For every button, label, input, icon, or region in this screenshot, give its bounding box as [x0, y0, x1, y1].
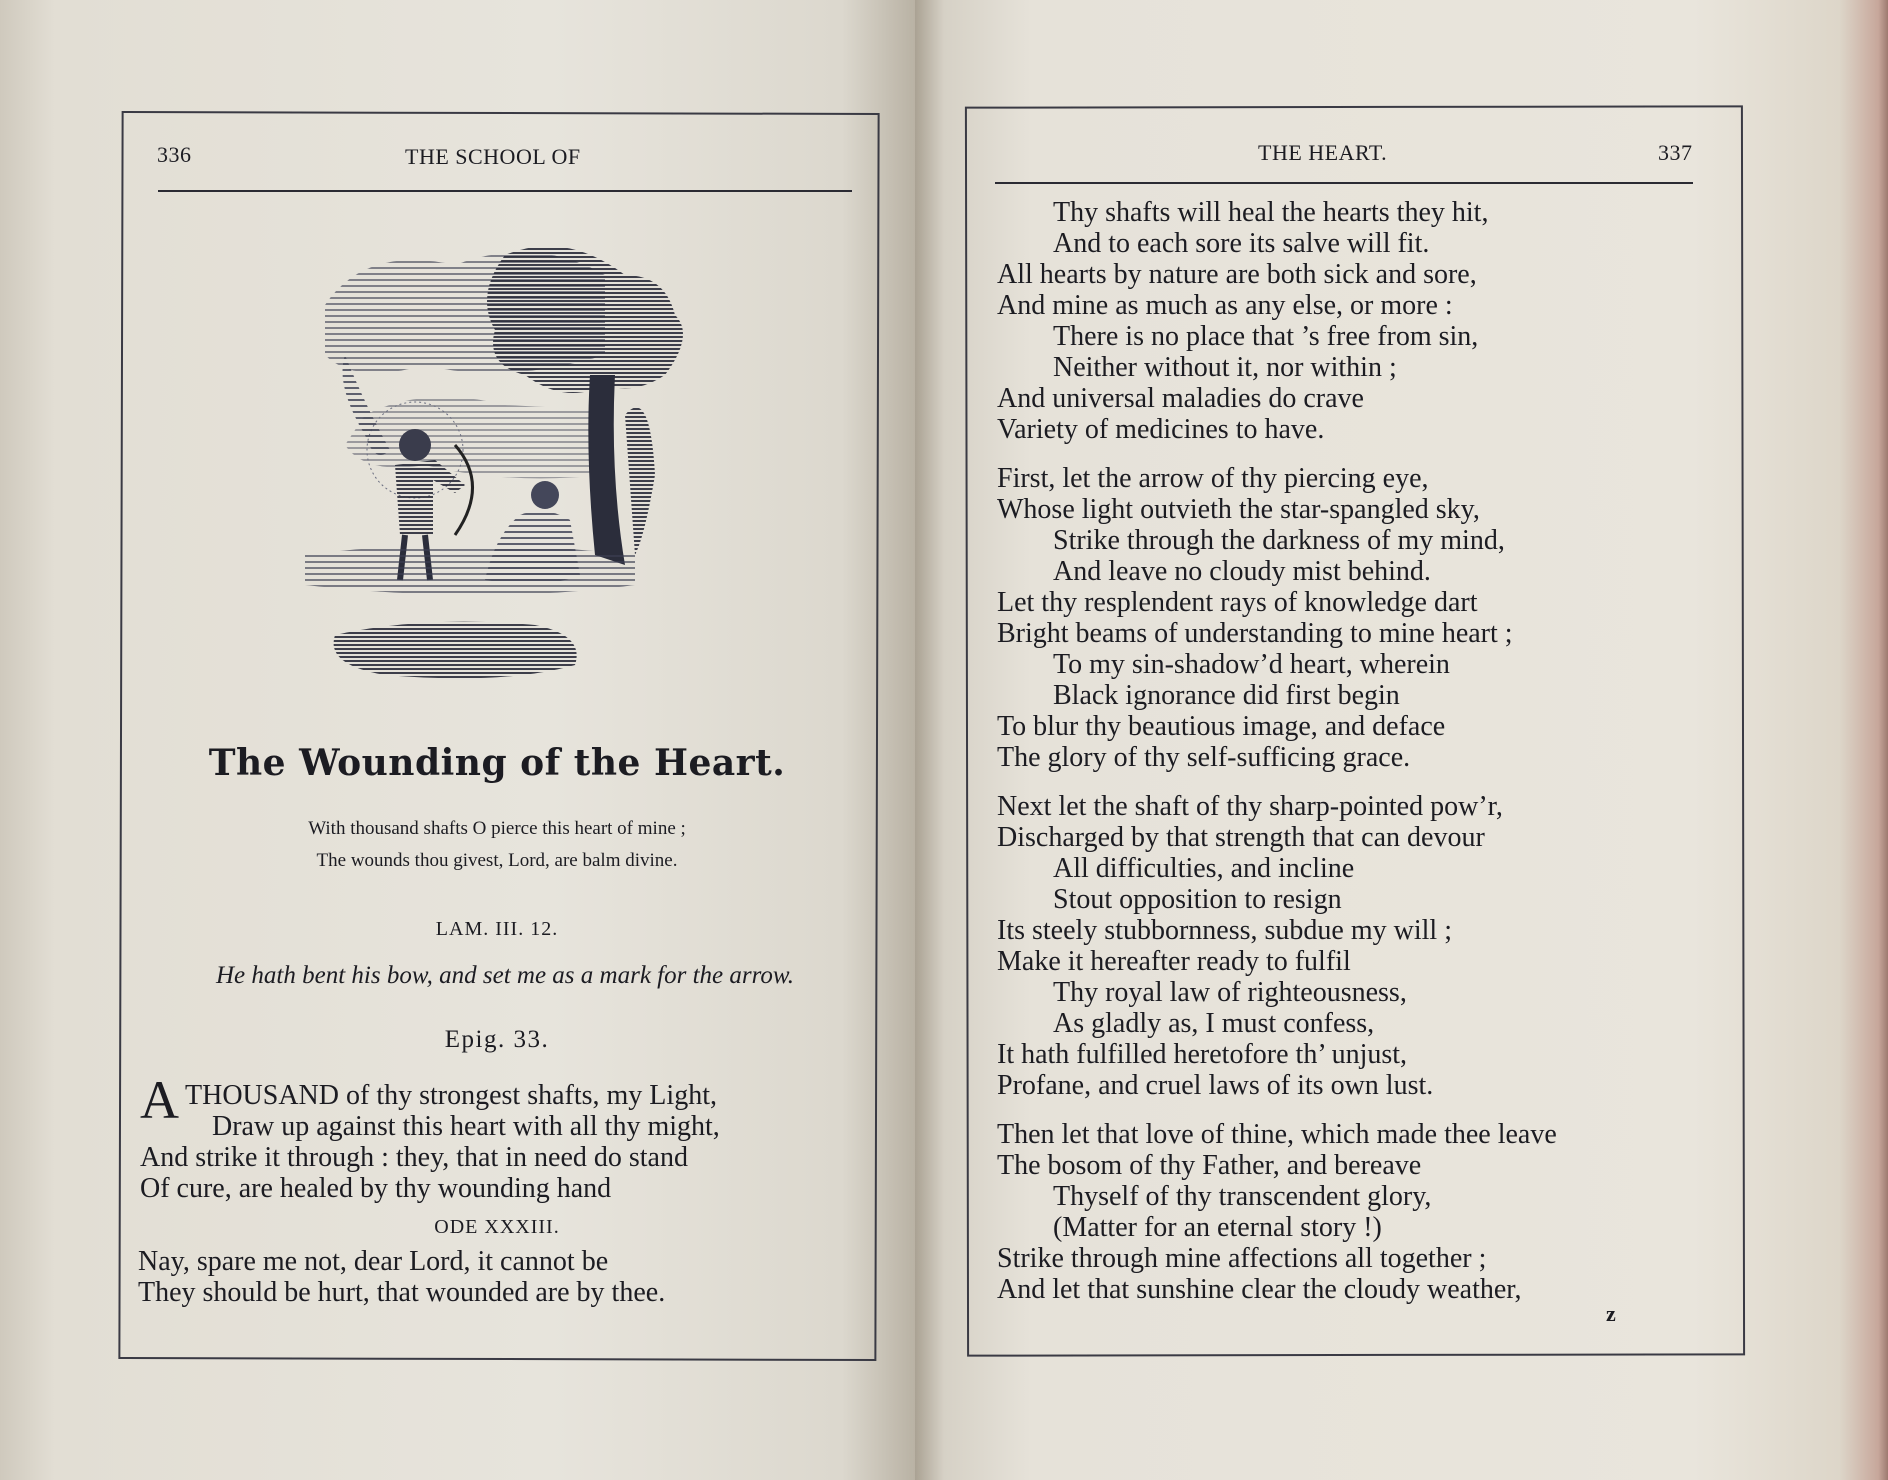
verse-line: To blur thy beautious image, and deface [997, 711, 1446, 742]
motto-line: The wounds thou givest, Lord, are balm divine. [316, 850, 678, 871]
verse-line: It hath fulfilled heretofore th’ unjust, [997, 1039, 1408, 1070]
verse-line: Next let the shaft of thy sharp-pointed pow’r, [997, 791, 1503, 822]
verse-line: Then let that love of thine, which made thee leave [997, 1119, 1557, 1150]
running-head-left: THE SCHOOL OF [405, 144, 581, 169]
poem-body [997, 197, 1557, 1305]
stanza-gap [997, 1101, 1557, 1119]
verse-line: The bosom of thy Father, and bereave [997, 1150, 1422, 1181]
chapter-title: The Wounding of the Heart. [208, 742, 786, 784]
verse-line: Thyself of thy transcendent glory, [1053, 1181, 1432, 1212]
verse-line: And leave no cloudy mist behind. [1053, 556, 1431, 587]
verse-line: Whose light outvieth the star-spangled sky, [997, 494, 1480, 525]
running-head-right: THE HEART. [1258, 140, 1388, 165]
left-page [0, 0, 915, 1480]
page-number-left: 336 [157, 142, 192, 167]
verse-line: (Matter for an eternal story !) [1053, 1212, 1382, 1243]
verse-line: Thy shafts will heal the hearts they hit, [1053, 197, 1489, 228]
verse-line: And universal maladies do crave [997, 383, 1364, 414]
verse-line: Draw up against this heart with all thy might, [212, 1111, 720, 1142]
verse-line: Strike through the darkness of my mind, [1053, 525, 1505, 556]
verse-line: First, let the arrow of thy piercing eye, [997, 463, 1429, 494]
motto-line: With thousand shafts O pierce this heart of mine ; [308, 818, 686, 839]
verse-line: There is no place that ’s free from sin, [1053, 321, 1479, 352]
verse-line: They should be hurt, that wounded are by thee. [138, 1277, 666, 1308]
epigram [140, 1070, 720, 1204]
verse-line: Let thy resplendent rays of knowledge dart [997, 587, 1478, 618]
header-rule-left [158, 190, 852, 192]
verse-line: As gladly as, I must confess, [1053, 1008, 1375, 1039]
verse-line: The glory of thy self-sufficing grace. [997, 742, 1411, 773]
ode-text [138, 1246, 665, 1308]
woodcut-illustration [305, 235, 705, 720]
verse-line: To my sin-shadow’d heart, wherein [1053, 649, 1450, 680]
signature-mark: z [1606, 1301, 1616, 1326]
stanza-gap [997, 445, 1557, 463]
drop-cap: A [140, 1070, 179, 1130]
page-number-right: 337 [1658, 140, 1693, 165]
header-rule-right [995, 182, 1693, 184]
verse-line: Of cure, are healed by thy wounding hand [140, 1173, 612, 1204]
scripture-reference: LAM. III. 12. [435, 918, 559, 940]
verse-line: Discharged by that strength that can devour [997, 822, 1485, 853]
scripture-text: He hath bent his bow, and set me as a mark for the arrow. [216, 962, 794, 989]
verse-line: Black ignorance did first begin [1053, 680, 1400, 711]
verse-line: Bright beams of understanding to mine heart ; [997, 618, 1513, 649]
verse-line: Strike through mine affections all together ; [997, 1243, 1487, 1274]
verse-line: Thy royal law of righteousness, [1053, 977, 1407, 1008]
verse-line: All hearts by nature are both sick and sore, [997, 259, 1477, 290]
verse-line: And let that sunshine clear the cloudy weather, [997, 1274, 1522, 1305]
verse-line: And to each sore its salve will fit. [1053, 228, 1430, 259]
verse-line: Its steely stubbornness, subdue my will ; [997, 915, 1452, 946]
verse-line: Neither without it, nor within ; [1053, 352, 1397, 383]
epigram-heading: Epig. 33. [444, 1026, 550, 1053]
verse-line: Make it hereafter ready to fulfil [997, 946, 1351, 977]
verse-line: All difficulties, and incline [1053, 853, 1355, 884]
verse-line: Stout opposition to resign [1053, 884, 1342, 915]
stanza-gap [997, 773, 1557, 791]
verse-line: And strike it through : they, that in need do stand [140, 1142, 688, 1173]
verse-line: Variety of medicines to have. [997, 414, 1325, 445]
verse-line: Profane, and cruel laws of its own lust. [997, 1070, 1434, 1101]
verse-line: Nay, spare me not, dear Lord, it cannot be [138, 1246, 609, 1277]
verse-line: And mine as much as any else, or more : [997, 290, 1453, 321]
ode-heading: ODE XXXIII. [434, 1216, 560, 1238]
verse-line: THOUSAND of thy strongest shafts, my Light, [185, 1080, 717, 1111]
